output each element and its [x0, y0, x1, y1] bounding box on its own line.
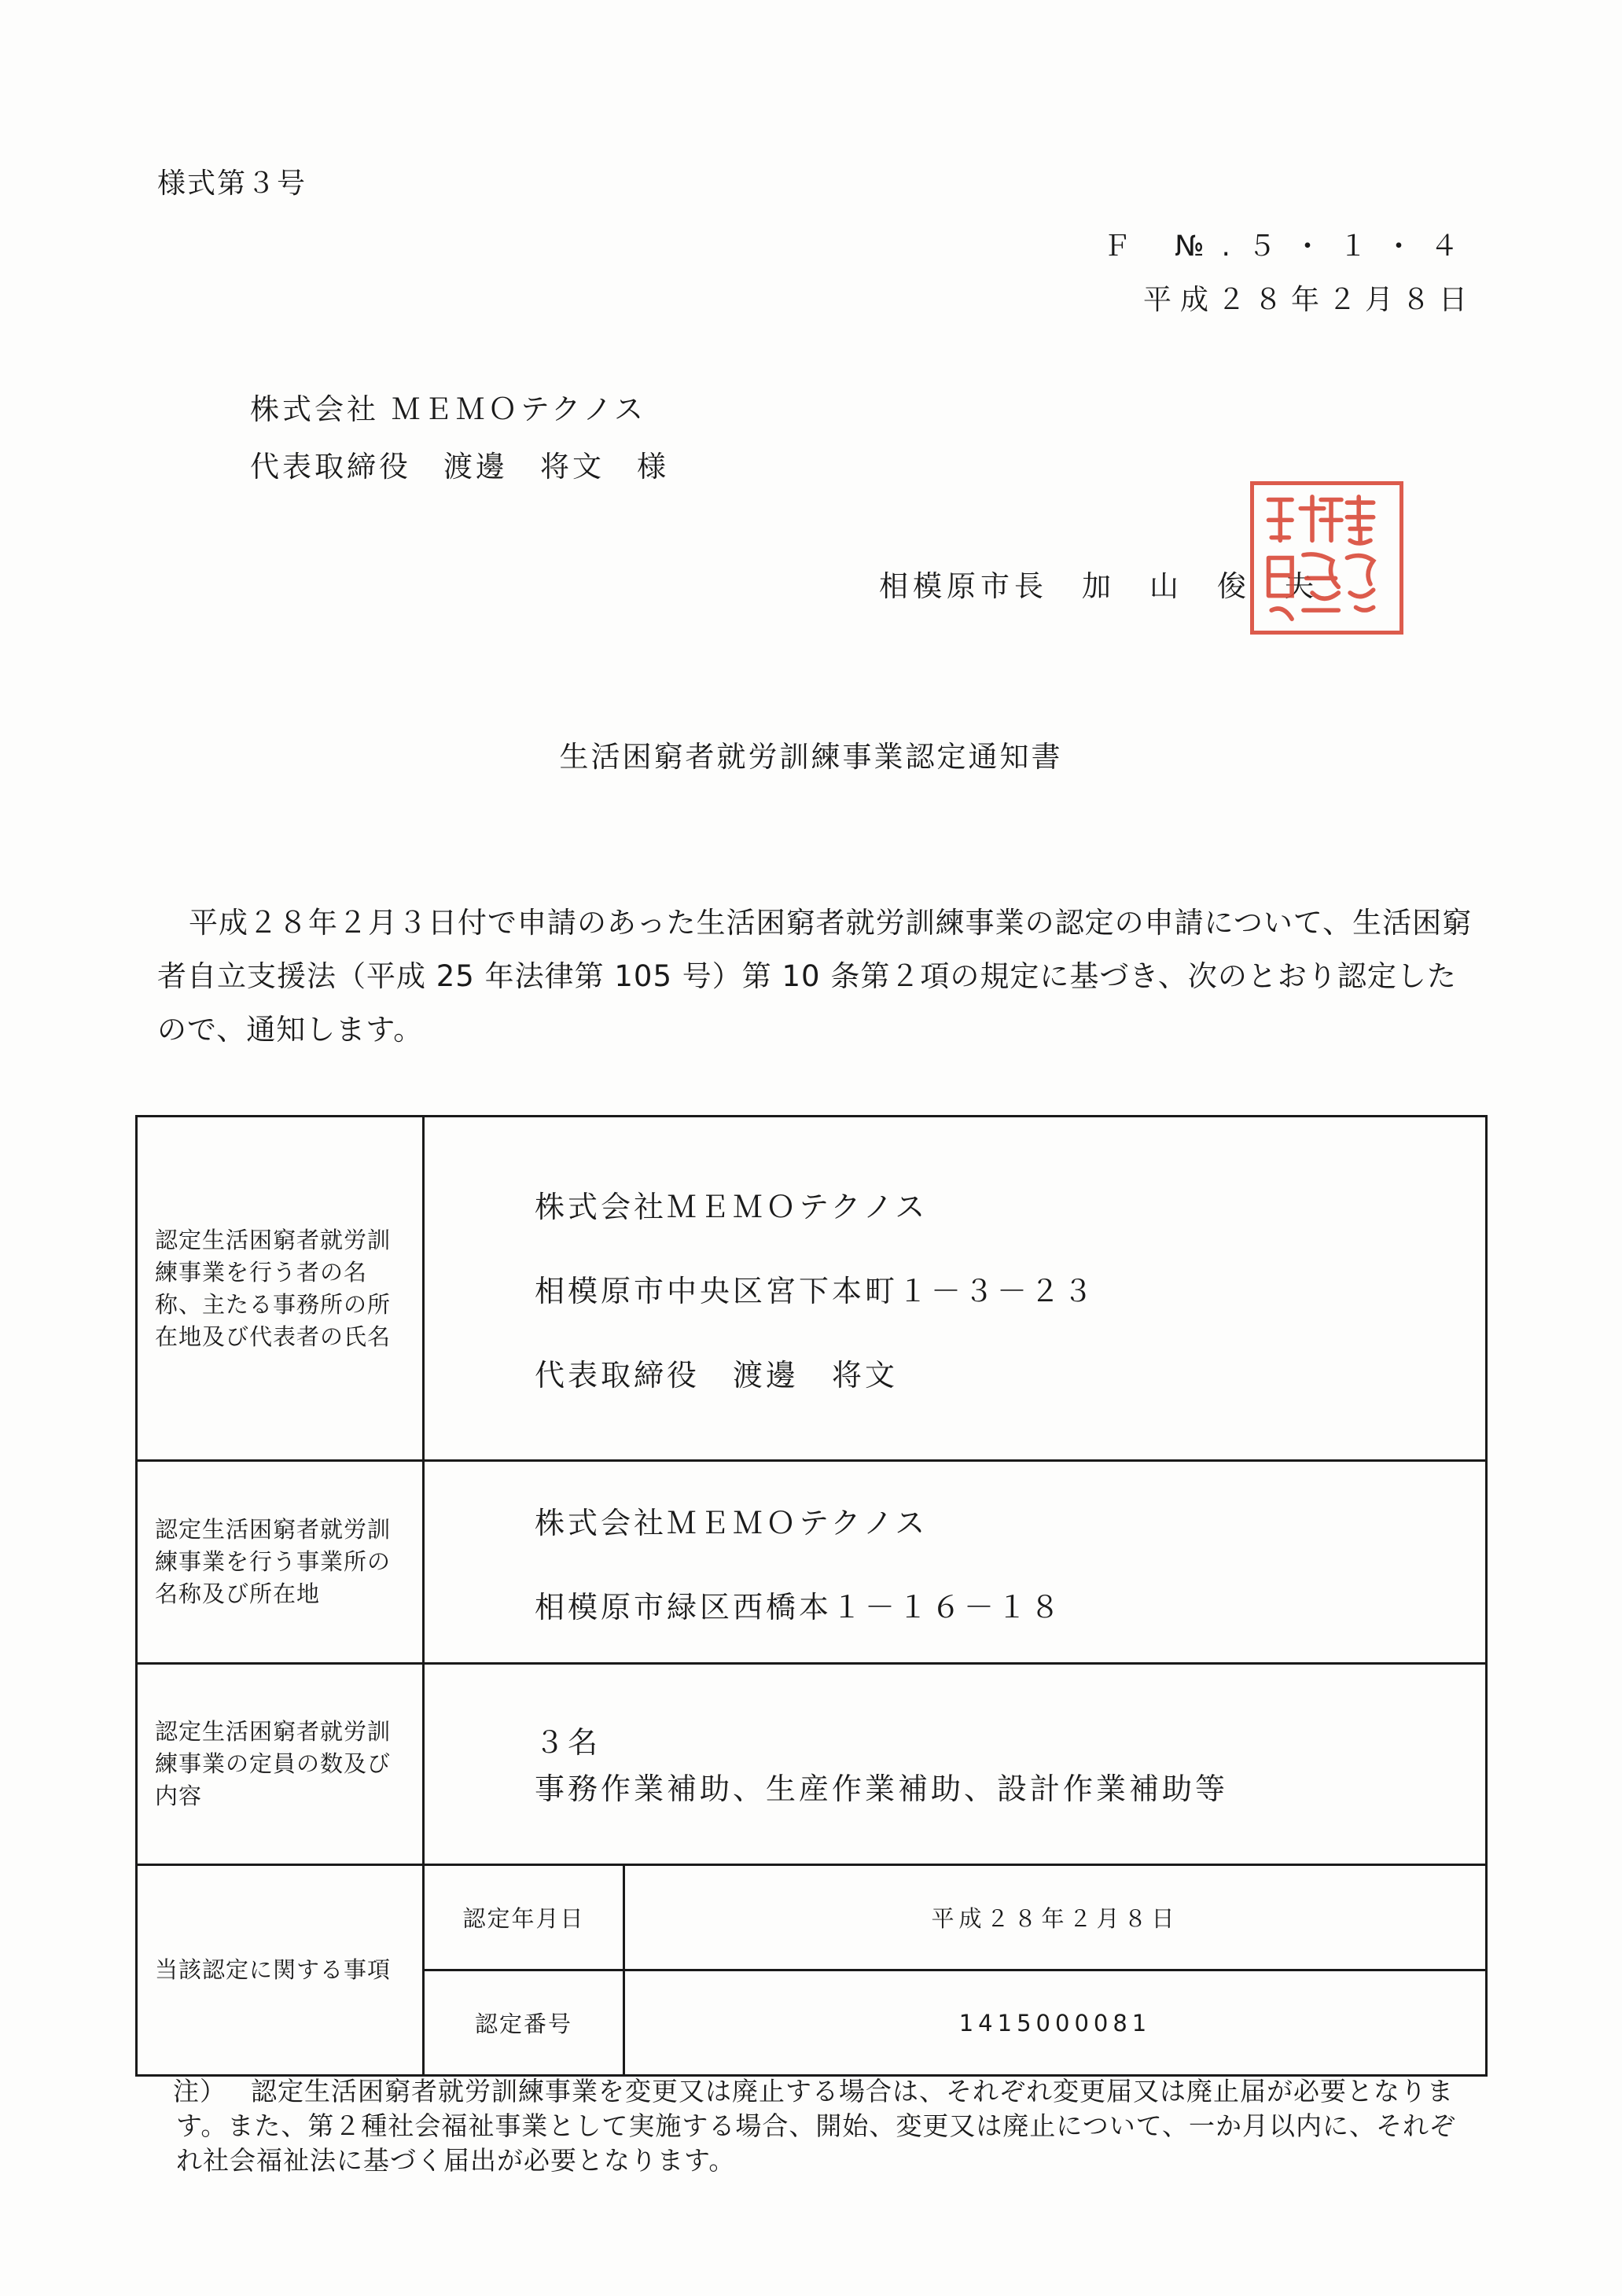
issue-date: 平成２８年２月８日 [1142, 284, 1476, 316]
table-row [137, 1117, 1487, 1461]
certification-table [135, 1115, 1488, 2077]
row-label-capacity: 認定生活困窮者就労訓練事業の定員の数及び内容 [137, 1664, 424, 1865]
form-number-label: 様式第３号 [157, 167, 307, 200]
operator-company-name: 株式会社ＭＥＭＯテクノス [535, 1190, 929, 1224]
row-value-operator [424, 1117, 1487, 1461]
recipient-company: 株式会社 ＭＥＭＯテクノス [250, 392, 647, 426]
row-value-office [424, 1461, 1487, 1664]
capacity-content: 事務作業補助、生産作業補助、設計作業補助等 [535, 1771, 1229, 1806]
cert-number-value: 1415000081 [624, 1970, 1487, 2076]
cert-date-value: 平成２８年２月８日 [624, 1865, 1487, 1970]
office-address: 相模原市緑区西橋本１－１６－１８ [535, 1589, 1064, 1624]
document-title: 生活困窮者就労訓練事業認定通知書 [559, 740, 1063, 774]
notice-body [157, 896, 1478, 1057]
operator-representative: 代表取締役 渡邊 将文 [535, 1358, 899, 1393]
footnote-text: 認定生活困窮者就労訓練事業を変更又は廃止する場合は、それぞれ変更届又は廃止届が必要となります。また、第２種社会福祉事業として実施する場合、開始、変更又は廃止について、一か月以内に、それぞれ社会福祉法に基づく届出が必要となります。 [176, 2076, 1457, 2176]
row-label-certification: 当該認定に関する事項 [137, 1865, 424, 2076]
table-row [137, 1461, 1487, 1664]
issuer-name: 相模原市長 加 山 俊 夫 [879, 569, 1319, 603]
office-name: 株式会社ＭＥＭＯテクノス [535, 1505, 929, 1540]
row-value-capacity [424, 1664, 1487, 1865]
document-number: Ｆ №.５・１・４ [1102, 230, 1476, 263]
row-label-operator: 認定生活困窮者就労訓練事業を行う者の名称、主たる事務所の所在地及び代表者の氏名 [137, 1117, 424, 1461]
recipient-representative: 代表取締役 渡邊 将文 様 [250, 450, 669, 484]
capacity-count: ３名 [535, 1724, 601, 1760]
official-seal [1250, 481, 1403, 635]
footnote-mark: 注） [173, 2076, 226, 2107]
table-row [137, 1664, 1487, 1865]
operator-address: 相模原市中央区宮下本町１－３－２３ [535, 1274, 1097, 1308]
footnote [173, 2074, 1466, 2178]
seal-stamp-icon [1254, 485, 1399, 631]
cert-number-label: 認定番号 [424, 1970, 624, 2076]
row-label-office: 認定生活困窮者就労訓練事業を行う事業所の名称及び所在地 [137, 1461, 424, 1664]
cert-date-label: 認定年月日 [424, 1865, 624, 1970]
notice-body-text: 平成２８年２月３日付で申請のあった生活困窮者就労訓練事業の認定の申請について、生活困窮者自立支援法（平成 25 年法律第 105 号）第 10 条第２項の規定に基づき、次のとおり認定したので、通知します。 [157, 906, 1473, 1047]
table-row [137, 1865, 1487, 1970]
